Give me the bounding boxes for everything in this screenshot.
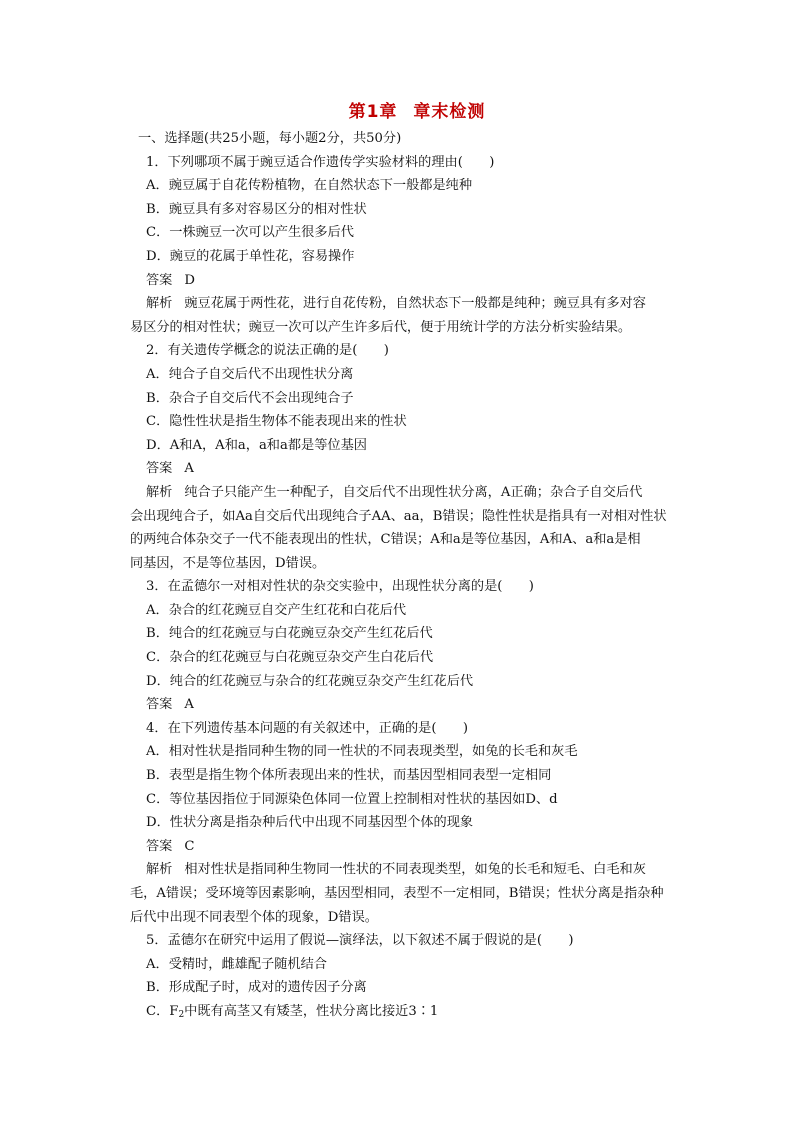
answer-value: A [184, 697, 194, 713]
answer-value: A [184, 461, 194, 477]
analysis-text: 纯合子只能产生一种配子，自交后代不出现性状分离，A正确；杂合子自交后代 [184, 484, 643, 500]
question-2-analysis-line [146, 481, 676, 505]
question-5-option-a: A．受精时，雌雄配子随机结合 [146, 956, 327, 972]
analysis-label: 解析 [146, 484, 173, 500]
analysis-label: 解析 [146, 862, 173, 878]
question-4-analysis-line: 后代中出现不同表型个体的现象，D错误。 [130, 909, 378, 925]
question-5-option-b: B．形成配子时，成对的遗传因子分离 [146, 980, 367, 996]
question-4-answer [146, 835, 676, 859]
question-5-stem: 5．孟德尔在研究中运用了假说—演绎法，以下叙述不属于假说的是( ) [146, 933, 574, 949]
question-1-option-c: C．一株豌豆一次可以产生很多后代 [146, 225, 354, 241]
question-1-stem: 1．下列哪项不属于豌豆适合作遗传学实验材料的理由( ) [146, 154, 495, 170]
answer-label: 答案 [146, 461, 173, 477]
question-content [130, 127, 676, 1024]
question-4-option-c: C．等位基因指位于同源染色体同一位置上控制相对性状的基因如D、d [146, 791, 558, 807]
question-2-answer [146, 457, 676, 481]
answer-value: D [184, 272, 195, 288]
question-4-option-d: D．性状分离是指杂种后代中出现不同基因型个体的现象 [146, 815, 474, 831]
question-1-option-d: D．豌豆的花属于单性花，容易操作 [146, 248, 355, 264]
answer-label: 答案 [146, 838, 173, 854]
question-4-option-b: B．表型是指生物个体所表现出来的性状，而基因型相同表型一定相同 [146, 768, 552, 784]
question-1-option-a: A．豌豆属于自花传粉植物，在自然状态下一般都是纯种 [146, 178, 473, 194]
question-1-analysis-line [146, 292, 676, 316]
answer-label: 答案 [146, 272, 173, 288]
question-3-option-b: B．纯合的红花豌豆与白花豌豆杂交产生红花后代 [146, 626, 433, 642]
question-3-stem: 3．在孟德尔一对相对性状的杂交实验中，出现性状分离的是( ) [146, 579, 534, 595]
question-2-analysis-line: 会出现纯合子，如Aa自交后代出现纯合子AA、aa，B错误；隐性性状是指具有一对相对性状 [130, 508, 667, 524]
analysis-text: 相对性状是指同种生物同一性状的不同表现类型，如兔的长毛和短毛、白毛和灰 [184, 862, 646, 878]
analysis-label: 解析 [146, 296, 173, 312]
question-2-option-b: B．杂合子自交后代不会出现纯合子 [146, 390, 354, 406]
question-1-analysis-line: 易区分的相对性状；豌豆一次可以产生许多后代，便于用统计学的方法分析实验结果。 [130, 319, 632, 335]
option-c-subscript: 2 [178, 1009, 185, 1020]
analysis-text: 豌豆花属于两性花，进行自花传粉，自然状态下一般都是纯种；豌豆具有多对容 [184, 296, 646, 312]
answer-label: 答案 [146, 697, 173, 713]
answer-value: C [184, 838, 195, 854]
question-1-answer [146, 269, 676, 293]
question-4-option-a: A．相对性状是指同种生物的同一性状的不同表现类型，如兔的长毛和灰毛 [146, 744, 578, 760]
question-3-answer [146, 693, 676, 717]
question-5-option-c [146, 1000, 676, 1024]
question-1-option-b: B．豌豆具有多对容易区分的相对性状 [146, 201, 367, 217]
chapter-number: 第1章 [348, 102, 398, 122]
question-2-analysis-line: 同基因，不是等位基因，D错误。 [130, 555, 326, 571]
question-2-option-c: C．隐性性状是指生物体不能表现出来的性状 [146, 414, 407, 430]
question-2-option-d: D．A和A，A和a，a和a都是等位基因 [146, 437, 367, 453]
section-header: 一、选择题(共25小题，每小题2分，共50分) [138, 131, 402, 146]
question-4-stem: 4．在下列遗传基本问题的有关叙述中，正确的是( ) [146, 720, 468, 736]
question-3-option-c: C．杂合的红花豌豆与白花豌豆杂交产生白花后代 [146, 650, 434, 666]
question-4-analysis-line [146, 858, 676, 882]
option-c-suffix: 中既有高茎又有矮茎，性状分离比接近3∶1 [184, 1003, 439, 1019]
question-2-stem: 2．有关遗传学概念的说法正确的是( ) [146, 343, 389, 359]
chapter-subtitle: 章末检测 [413, 102, 486, 122]
question-2-analysis-line: 的两纯合体杂交子一代不能表现出的性状，C错误；A和a是等位基因，A和A、a和a是相 [130, 532, 641, 548]
question-4-analysis-line: 毛，A错误；受环境等因素影响，基因型相同，表型不一定相同，B错误；性状分离是指杂种 [130, 886, 664, 901]
chapter-title [0, 97, 794, 122]
question-3-option-d: D．纯合的红花豌豆与杂合的红花豌豆杂交产生红花后代 [146, 673, 474, 689]
option-c-prefix: C．F [146, 1003, 179, 1019]
question-3-option-a: A．杂合的红花豌豆自交产生红花和白花后代 [146, 602, 407, 618]
question-2-option-a: A．纯合子自交后代不出现性状分离 [146, 366, 354, 382]
